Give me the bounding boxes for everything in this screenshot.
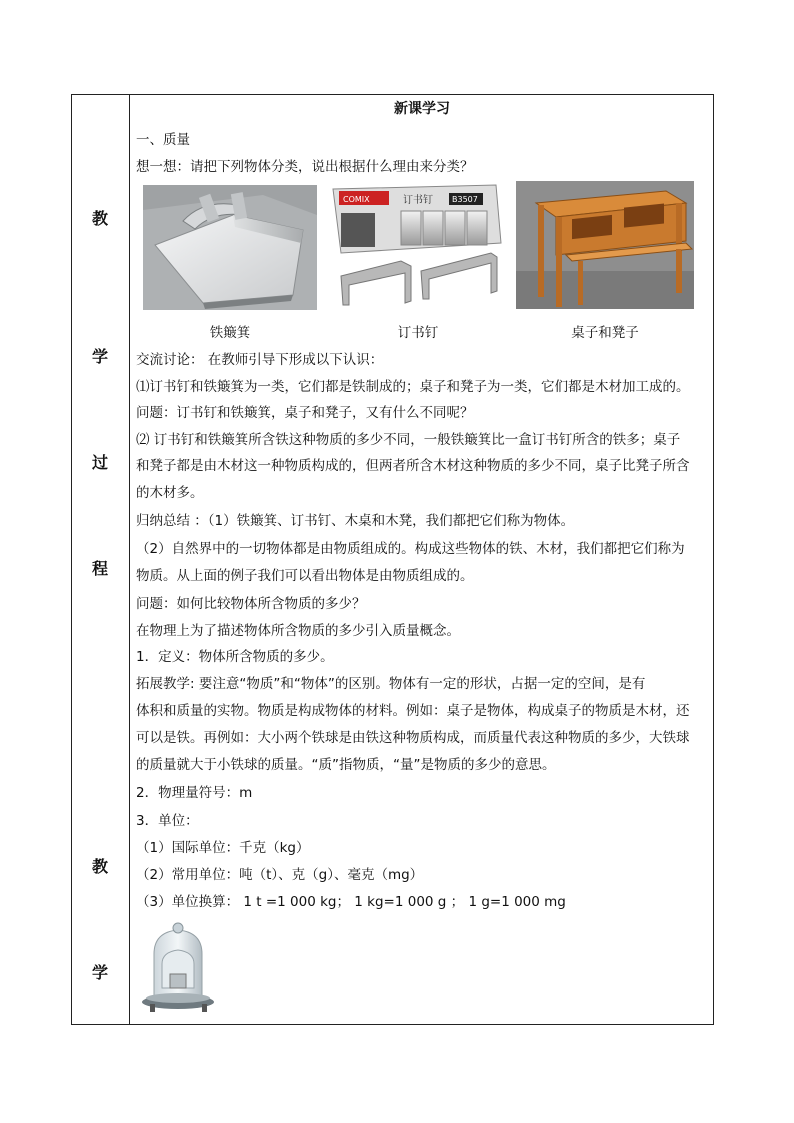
text-line: （1）国际单位：千克（kg）	[136, 840, 310, 856]
side-char-1: 教	[91, 209, 108, 228]
side-char-2: 学	[91, 347, 108, 366]
text-line: 在物理上为了描述物体所含物质的多少引入质量概念。	[136, 623, 460, 639]
text-line: （2）自然界中的一切物体都是由物质组成的。构成这些物体的铁、木材，我们都把它们称为	[136, 541, 685, 557]
text-line: 的质量就大于小铁球的质量。“质”指物质，“量”是物质的多少的意思。	[136, 757, 556, 773]
svg-text:订书钉: 订书钉	[403, 195, 433, 206]
text-line: 问题：如何比较物体所含物质的多少？	[136, 596, 366, 612]
text-line: 1．定义：物体所含物质的多少。	[136, 649, 334, 665]
svg-text:B3507: B3507	[452, 195, 478, 204]
text-line: 可以是铁。再例如：大小两个铁球是由铁这种物质构成，而质量代表这种物质的多少，大铁球	[136, 730, 690, 746]
text-line: 3．单位：	[136, 813, 199, 829]
column-divider	[129, 94, 132, 1025]
desk-bench-caption: 桌子和凳子	[571, 325, 639, 341]
text-line: 拓展教学: 要注意“物质”和“物体”的区别。物体有一定的形状，占据一定的空间，是有	[136, 676, 646, 692]
text-line: ⑴订书钉和铁簸箕为一类，它们都是铁制成的；桌子和凳子为一类，它们都是木材加工成的。	[136, 379, 690, 395]
text-line: 问题：订书钉和铁簸箕，桌子和凳子，又有什么不同呢？	[136, 405, 474, 421]
desk-bench-image	[516, 181, 694, 309]
text-line: 交流讨论： 在教师引导下形成以下认识：	[136, 352, 384, 368]
prompt-text: 想一想：请把下列物体分类，说出根据什么理由来分类？	[136, 159, 474, 175]
text-line: 2．物理量符号：m	[136, 785, 253, 801]
text-line: （3）单位换算： 1 t =1 000 kg； 1 kg=1 000 g ； 1 g=1 000 mg	[136, 894, 566, 910]
side-char-4: 程	[91, 559, 108, 578]
text-line: （2）常用单位：吨（t）、克（g）、毫克（mg）	[136, 867, 424, 883]
text-line: ⑵ 订书钉和铁簸箕所含铁这种物质的多少不同，一般铁簸箕比一盒订书钉所含的铁多；桌子	[136, 432, 681, 448]
text-line: 的木材多。	[136, 485, 204, 501]
text-line: 归纳总结 ：（1）铁簸箕、订书钉、木桌和木凳，我们都把它们称为物体。	[136, 513, 575, 529]
dustpan-caption: 铁簸箕	[209, 325, 251, 341]
staples-image	[331, 181, 505, 309]
kilogram-prototype-image	[136, 918, 221, 1015]
text-line: 体积和质量的实物。物质是构成物体的材料。例如：桌子是物体，构成桌子的物质是木材，还	[136, 703, 690, 719]
side-char-5: 教	[91, 857, 108, 876]
side-char-6: 学	[91, 963, 108, 982]
section-heading: 一、质量	[136, 132, 190, 148]
text-line: 和凳子都是由木材这一种物质构成的，但两者所含木材这种物质的多少不同，桌子比凳子所含	[136, 458, 690, 474]
text-line: 物质。从上面的例子我们可以看出物体是由物质组成的。	[136, 568, 474, 584]
side-char-3: 过	[91, 453, 108, 472]
dustpan-image	[143, 185, 317, 310]
svg-text:COMIX: COMIX	[343, 195, 370, 204]
page-title: 新课学习	[394, 101, 450, 117]
staples-caption: 订书钉	[397, 325, 439, 341]
